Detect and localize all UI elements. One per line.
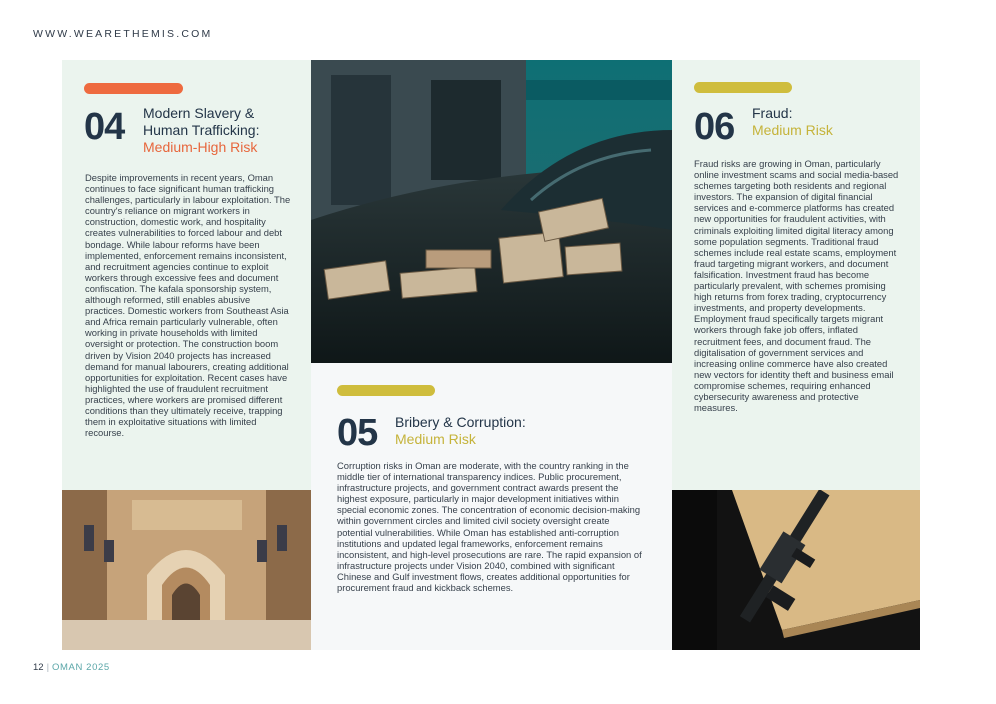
- accent-bar: [84, 83, 183, 94]
- edition-label: OMAN 2025: [52, 662, 110, 673]
- accent-bar: [337, 385, 435, 396]
- photo-mosque-arches: [62, 490, 311, 650]
- section-body: Fraud risks are growing in Oman, particularly online investment scams and social media-based schemes targeting both residents and regional investors. The expansion of digital financial services and e-commerce platforms has created new opportunities for fraudulent activities, with criminals exploiting limited digital literacy among some population segments. Traditional fraud schemes include real estate scams, employment fraud targeting migrant workers, and document falsification. Investment fraud has become particularly prevalent, with schemes promising high returns from forex trading, cryptocurrency investments, and property developments. Employment fraud specifically targets migrant workers through fake job offers, inflated recruitment fees, and document fraud. The digitalisation of government services and increasing online commerce have also created new vectors for identity theft and business email compromise schemes, requiring enhanced cybersecurity awareness and protective measures.: [694, 158, 899, 414]
- title-line-2: Human Trafficking:: [143, 122, 260, 138]
- page-number: 12: [33, 662, 44, 673]
- title-line-1: Fraud:: [752, 105, 793, 121]
- photo-rifle: [672, 490, 920, 650]
- section-title: [143, 105, 308, 156]
- section-body: Corruption risks in Oman are moderate, with the country ranking in the middle tier of international transparency indices. Public procurement, infrastructure projects, and government contract awards present the highest exposure, particularly in major development initiatives within special economic zones. The concentration of economic decision-making within government circles and limited civil society oversight create potential vulnerabilities. While Oman has established anti-corruption institutions and updated legal frameworks, enforcement remains inconsistent, and high-level prosecutions are rare. The rapid expansion of infrastructure projects under Vision 2040, combined with significant Chinese and Gulf investment flows, creates additional opportunities for procurement fraud and kickback schemes.: [337, 460, 642, 594]
- footer-separator: |: [46, 662, 50, 673]
- section-05-panel: [311, 363, 673, 650]
- title-line-1: Bribery & Corruption:: [395, 414, 526, 430]
- site-url[interactable]: WWW.WEARETHEMIS.COM: [33, 28, 213, 40]
- risk-level: Medium-High Risk: [143, 139, 258, 155]
- title-line-1: Modern Slavery &: [143, 105, 255, 121]
- page-footer: [33, 662, 110, 673]
- section-body: Despite improvements in recent years, Oman continues to face significant human trafficking challenges, particularly in labour exploitation. The country's reliance on migrant workers in construction, domestic work, and hospitality creates vulnerabilities to forced labour and debt bondage. While labour reforms have been implemented, enforcement remains inconsistent, and recruitment agencies continue to exploit workers through excessive fees and document confiscation. The kafala sponsorship system, although reformed, still enables abusive practices. Domestic workers from Southeast Asia and Africa remain particularly vulnerable, often working in private households with limited oversight or protection. The construction boom driven by Vision 2040 projects has increased demand for manual labourers, creating additional opportunities for exploitation. Recent cases have highlighted the use of fraudulent recruitment practices, where workers are promised different conditions than they ultimately receive, trapping them in exploitative situations with limited recourse.: [85, 172, 291, 439]
- risk-level: Medium Risk: [395, 431, 476, 447]
- section-04-panel: [62, 60, 311, 490]
- section-06-panel: [672, 60, 920, 490]
- section-number: 04: [84, 106, 125, 148]
- section-number: 06: [694, 106, 735, 148]
- section-title: [752, 105, 912, 139]
- section-number: 05: [337, 412, 378, 454]
- photo-cash-on-car: [311, 60, 673, 363]
- risk-level: Medium Risk: [752, 122, 833, 138]
- section-title: [395, 414, 645, 448]
- accent-bar: [694, 82, 792, 93]
